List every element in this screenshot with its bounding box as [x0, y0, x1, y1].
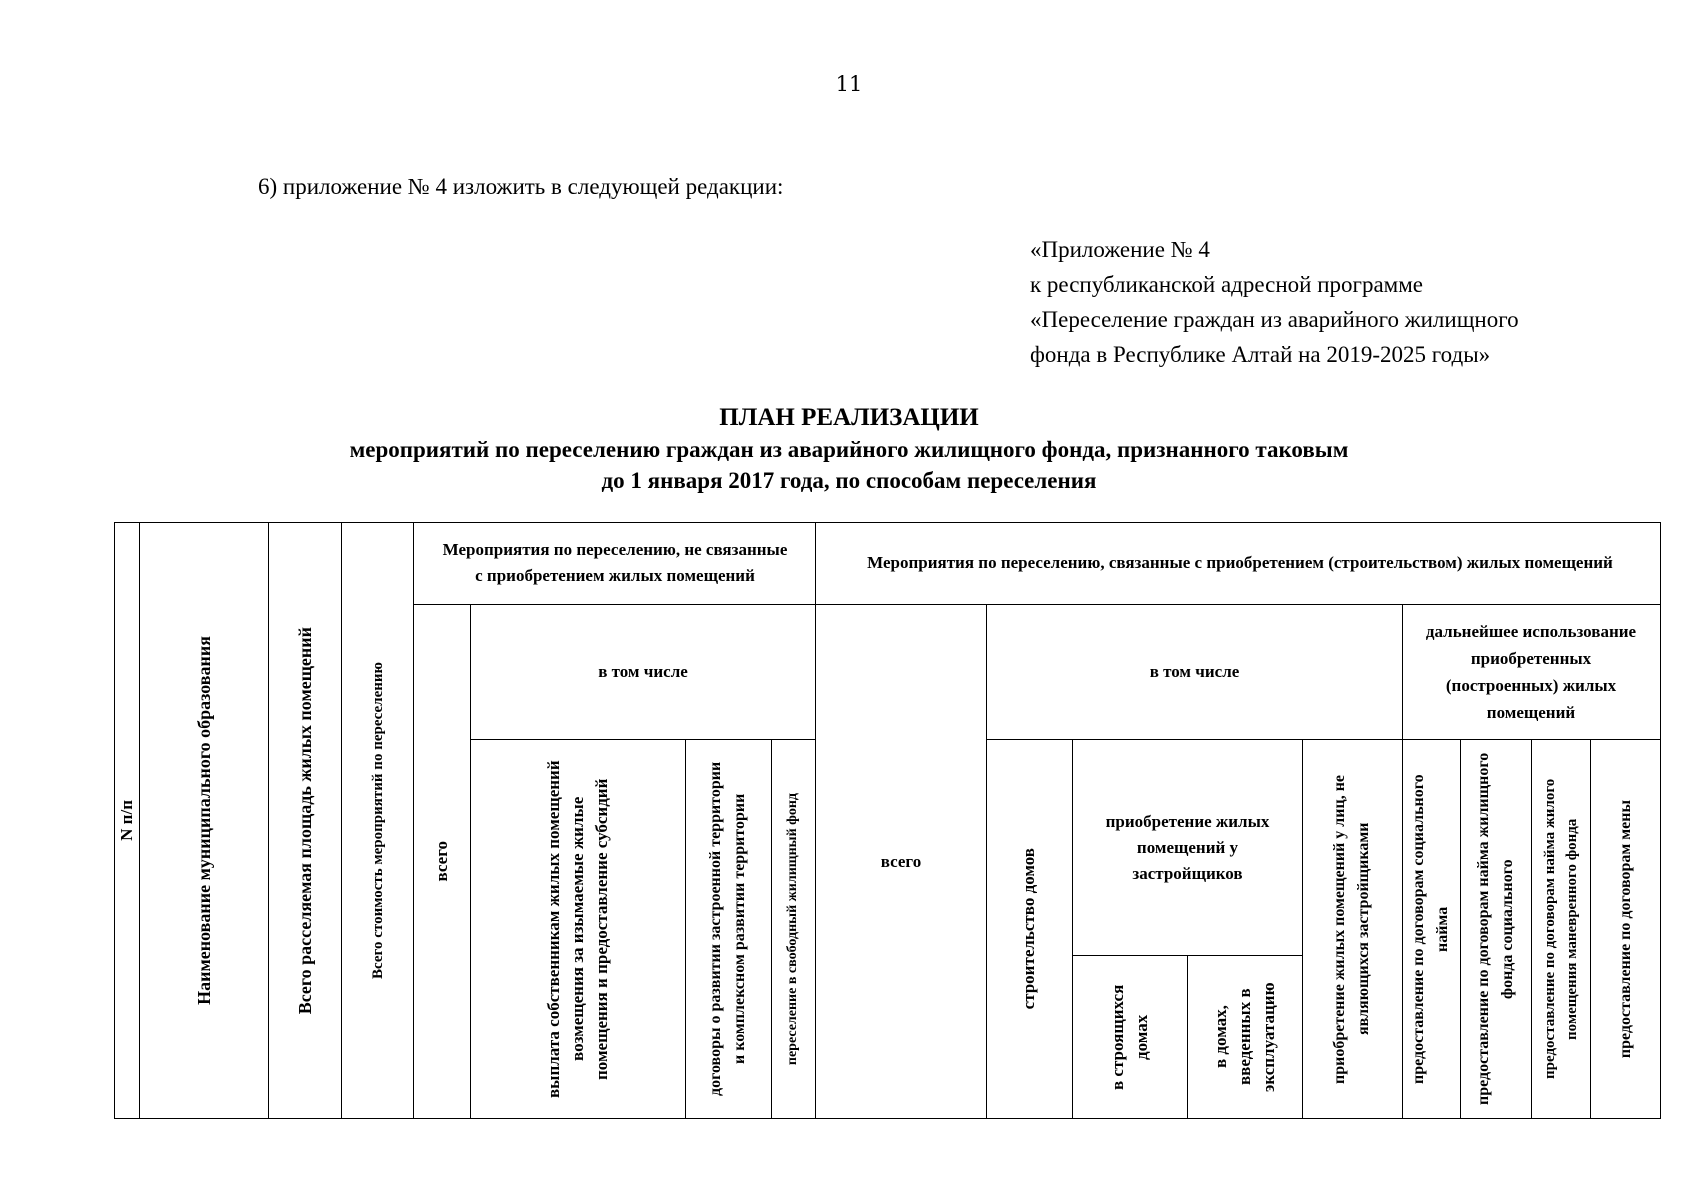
- header-incl-b: в том числе: [1149, 662, 1240, 681]
- header-exchange: предоставление по договорам мены: [1616, 799, 1634, 1059]
- appendix-line: «Приложение № 4: [1030, 237, 1210, 262]
- header-social-rent: предоставление по договорам социального найма: [1410, 774, 1451, 1084]
- header-from-developers: приобретение жилых помещений у застройщиков: [1105, 812, 1270, 883]
- header-total-a: всего: [432, 841, 451, 882]
- header-incl-a: в том числе: [598, 662, 688, 681]
- header-contracts: договоры о развитии застроенной территории и комплексном развитии территории: [707, 761, 748, 1097]
- intro-paragraph: 6) приложение № 4 изложить в следующей редакции:: [258, 174, 784, 199]
- subtitle-line: мероприятий по переселению граждан из аварийного жилищного фонда, признанного таковым: [349, 437, 1349, 462]
- header-total-area: Всего расселяемая площадь жилых помещений: [295, 626, 315, 1015]
- page-number: 11: [835, 72, 863, 96]
- header-social-fund-rent: предоставление по договорам найма жилищного фонда социального: [1474, 752, 1516, 1106]
- header-number: N п/п: [117, 800, 136, 841]
- header-construction: строительство домов: [1019, 848, 1038, 1010]
- header-from-non-developers: приобретение жилых помещений у лиц, не являющихся застройщиками: [1331, 774, 1372, 1084]
- header-maneuver-rent: предоставление по договорам найма жилого помещения маневренного фонда: [1541, 778, 1580, 1080]
- plan-subtitle: [0, 434, 1698, 496]
- header-commissioned: в домах, введенных в эксплуатацию: [1210, 982, 1278, 1092]
- header-further-use: дальнейшее использование приобретенных (построенных) жилых помещений: [1425, 622, 1637, 722]
- header-free-fund: переселение в свободный жилищный фонд: [785, 792, 800, 1066]
- header-payout: выплата собственникам жилых помещений возмещения за изымаемые жилые помещения и предоставление субсидий: [544, 760, 611, 1098]
- header-total-b: всего: [880, 851, 922, 871]
- appendix-line: к республиканской адресной программе: [1030, 272, 1423, 297]
- appendix-reference: [1030, 232, 1519, 372]
- header-total-cost: Всего стоимость мероприятий по переселению: [369, 662, 386, 979]
- header-municipality: Наименование муниципального образования: [194, 636, 214, 1005]
- subtitle-line: до 1 января 2017 года, по способам переселения: [601, 468, 1097, 493]
- header-group-acquisition: Мероприятия по переселению, связанные с приобретением (строительством) жилых помещений: [867, 553, 1613, 572]
- header-group-not-acquisition: Мероприятия по переселению, не связанные с приобретением жилых помещений: [442, 540, 788, 585]
- header-under-construction: в строящихся домах: [1107, 984, 1151, 1090]
- appendix-line: «Переселение граждан из аварийного жилищного: [1030, 307, 1519, 332]
- appendix-line: фонда в Республике Алтай на 2019-2025 годы»: [1030, 342, 1491, 367]
- plan-title: ПЛАН РЕАЛИЗАЦИИ: [719, 404, 979, 431]
